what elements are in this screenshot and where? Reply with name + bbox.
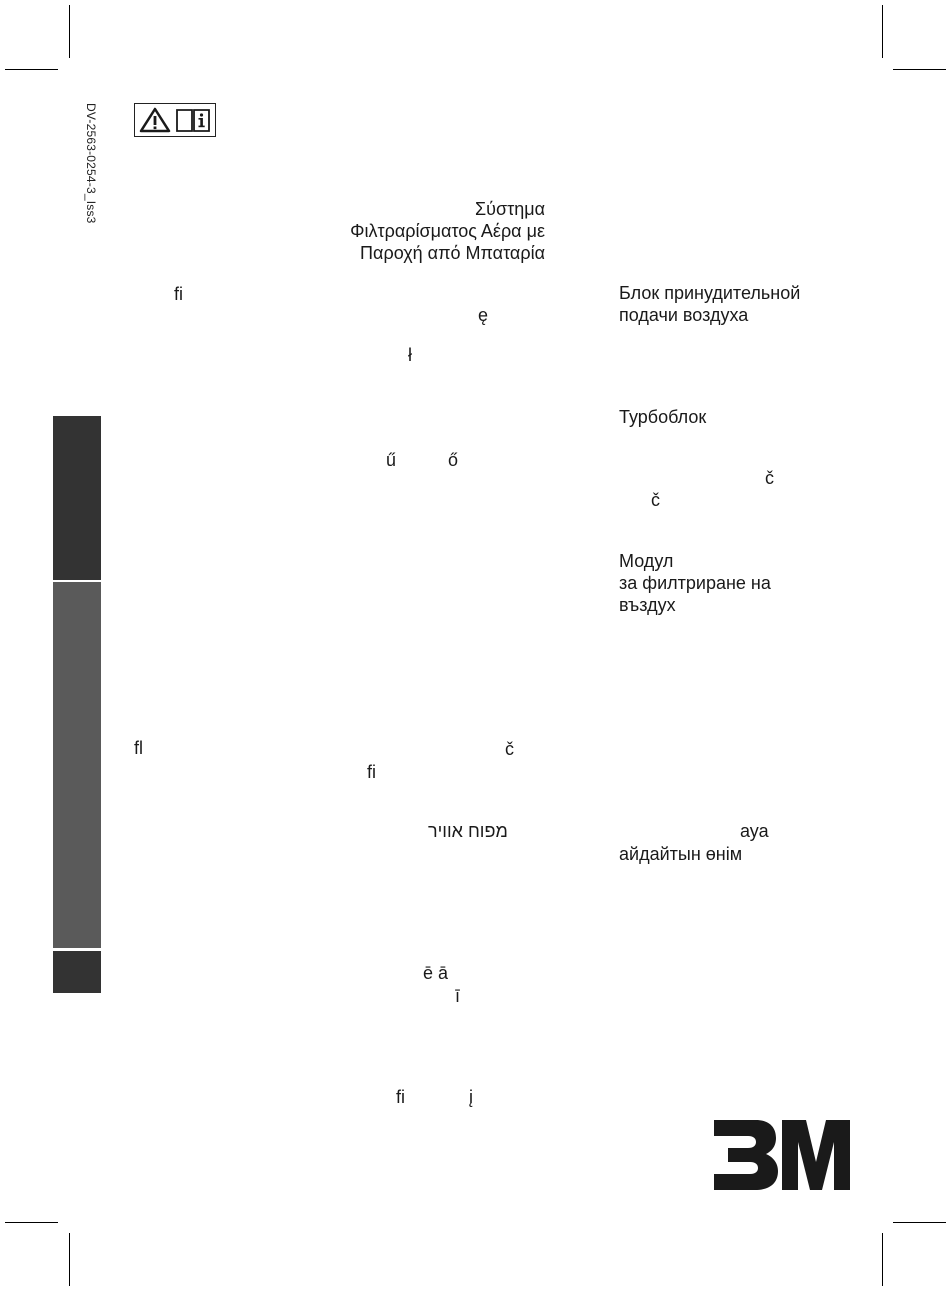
- greek-product-title: Σύστημα Φιλτραρίσματος Αέρα με Παροχή από Μπαταρία: [350, 199, 545, 263]
- ligature-fl: ﬂ: [134, 738, 143, 758]
- warning-icon: [139, 107, 171, 133]
- manual-info-icon: [175, 107, 211, 133]
- side-tab-2: [53, 582, 101, 948]
- side-tab-3: [53, 951, 101, 993]
- crop-mark: [893, 69, 946, 70]
- char-c-caron: č: [651, 490, 660, 510]
- ligature-fi: ﬁ: [367, 762, 376, 782]
- serbian-product-title: Турбоблок: [619, 407, 707, 427]
- crop-mark: [893, 1222, 946, 1223]
- bulgarian-title-line1: Модул за филтриране на въздух: [619, 551, 771, 615]
- char-e-macron: ē: [423, 963, 434, 983]
- ligature-fi: ﬁ: [396, 1087, 405, 1107]
- ligature-fi: ﬁ: [174, 284, 183, 304]
- russian-product-title: Блок принудительной подачи воздуха: [619, 283, 801, 325]
- crop-mark: [882, 1233, 883, 1286]
- char-i-macron: ī: [455, 986, 461, 1006]
- char-i-ogonek: į: [469, 1087, 473, 1107]
- char-e-ogonek: ę: [478, 305, 489, 325]
- crop-mark: [69, 1233, 70, 1286]
- hebrew-product-title: מפוח אוויר: [428, 821, 508, 841]
- char-c-caron: č: [505, 739, 514, 759]
- crop-mark: [5, 69, 58, 70]
- char-o-double-acute: ő: [448, 450, 459, 470]
- side-tab-1: [53, 416, 101, 580]
- kazakh-title-line1: ауа: [740, 821, 769, 841]
- char-a-macron: ā: [438, 963, 449, 983]
- document-code: DV-2563-0254-3_Iss3: [84, 103, 98, 224]
- char-u-double-acute: ű: [386, 450, 397, 470]
- crop-mark: [69, 5, 70, 58]
- crop-mark: [5, 1222, 58, 1223]
- safety-icons-box: [134, 103, 216, 137]
- kazakh-title-line2: айдайтын өнім: [619, 844, 743, 864]
- char-l-stroke: ł: [408, 345, 412, 365]
- char-c-caron: č: [765, 468, 774, 488]
- crop-mark: [882, 5, 883, 58]
- 3m-logo: [712, 1120, 850, 1190]
